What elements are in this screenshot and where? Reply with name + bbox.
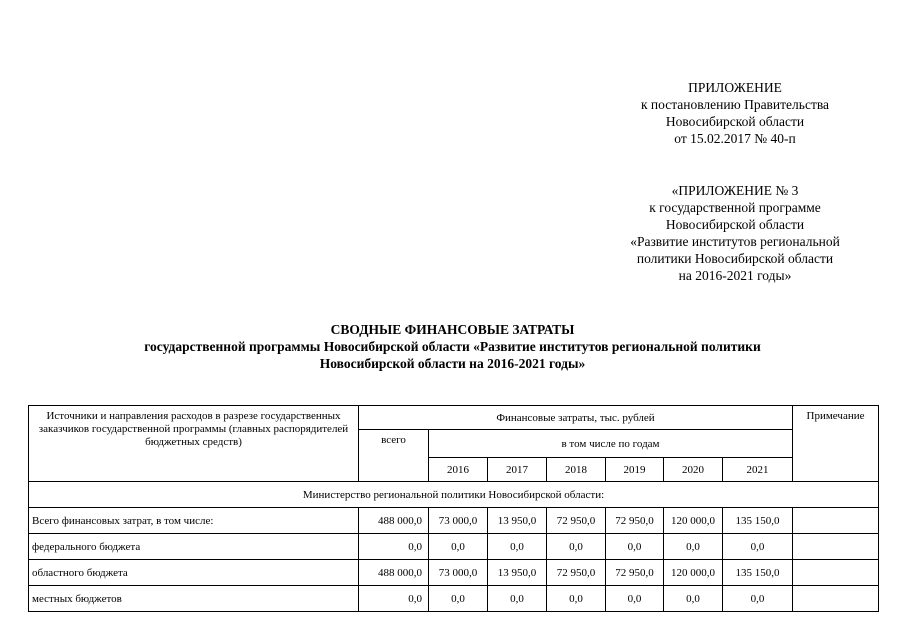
table-row [29,534,879,560]
cell-year: 72 950,0 [547,508,606,534]
cell-year: 73 000,0 [429,508,488,534]
annex-program-line: «Развитие институтов региональной [630,234,840,249]
cell-year: 73 000,0 [429,560,488,586]
cell-year: 72 950,0 [606,560,664,586]
row-label: федерального бюджета [29,534,359,560]
annex-program-line: Новосибирской области [665,217,805,232]
cell-year: 72 950,0 [547,560,606,586]
header-year: 2021 [723,458,793,482]
annex-main-line: Новосибирской области [665,114,805,129]
cell-year: 13 950,0 [488,560,547,586]
cell-year: 135 150,0 [723,560,793,586]
annex-program-block [590,182,880,284]
document-title [0,321,905,372]
table-row [29,508,879,534]
cell-year: 0,0 [547,534,606,560]
title-line-2: государственной программы Новосибирской области «Развитие институтов региональной политики [144,339,761,354]
row-label: местных бюджетов [29,586,359,612]
header-financial-costs: Финансовые затраты, тыс. рублей [359,406,793,430]
header-year: 2020 [664,458,723,482]
header-year: 2019 [606,458,664,482]
cell-year: 0,0 [429,534,488,560]
header-note: Примечание [793,406,879,482]
cell-year: 0,0 [723,534,793,560]
cell-total: 488 000,0 [359,508,429,534]
table-row [29,560,879,586]
annex-main-line: к постановлению Правительства [640,97,830,112]
row-label: областного бюджета [29,560,359,586]
title-line-1: СВОДНЫЕ ФИНАНСОВЫЕ ЗАТРАТЫ [330,322,575,337]
header-year: 2016 [429,458,488,482]
cell-year: 0,0 [488,534,547,560]
cell-year: 0,0 [606,586,664,612]
cell-year: 0,0 [723,586,793,612]
cell-year: 0,0 [664,586,723,612]
cell-note [793,508,879,534]
cell-year: 13 950,0 [488,508,547,534]
annex-program-line: на 2016-2021 годы» [678,268,792,283]
annex-program-line: политики Новосибирской области [636,251,834,266]
cell-note [793,586,879,612]
cell-year: 0,0 [488,586,547,612]
cell-year: 0,0 [429,586,488,612]
cell-year: 135 150,0 [723,508,793,534]
annex-program-line: к государственной программе [649,200,821,215]
header-by-year: в том числе по годам [429,430,793,458]
table-row [29,586,879,612]
header-total: всего [359,430,429,482]
cell-total: 0,0 [359,534,429,560]
annex-program-line: «ПРИЛОЖЕНИЕ № 3 [671,183,799,198]
cell-year: 0,0 [547,586,606,612]
header-source: Источники и направления расходов в разрезе государственных заказчиков государственной программы (главных распорядителей бюджетных средств) [29,406,359,482]
cell-year: 0,0 [664,534,723,560]
section-row: Министерство региональной политики Новосибирской области: [29,482,879,508]
cell-total: 488 000,0 [359,560,429,586]
cell-year: 120 000,0 [664,508,723,534]
cell-note [793,534,879,560]
annex-main-block [590,79,880,147]
header-year: 2018 [547,458,606,482]
row-label: Всего финансовых затрат, в том числе: [29,508,359,534]
cell-total: 0,0 [359,586,429,612]
cell-year: 120 000,0 [664,560,723,586]
financial-costs-table [28,405,879,612]
annex-main-line: ПРИЛОЖЕНИЕ [688,80,782,95]
title-line-3: Новосибирской области на 2016-2021 годы» [319,356,586,371]
cell-year: 0,0 [606,534,664,560]
header-year: 2017 [488,458,547,482]
annex-main-line: от 15.02.2017 № 40-п [674,131,796,146]
cell-note [793,560,879,586]
cell-year: 72 950,0 [606,508,664,534]
